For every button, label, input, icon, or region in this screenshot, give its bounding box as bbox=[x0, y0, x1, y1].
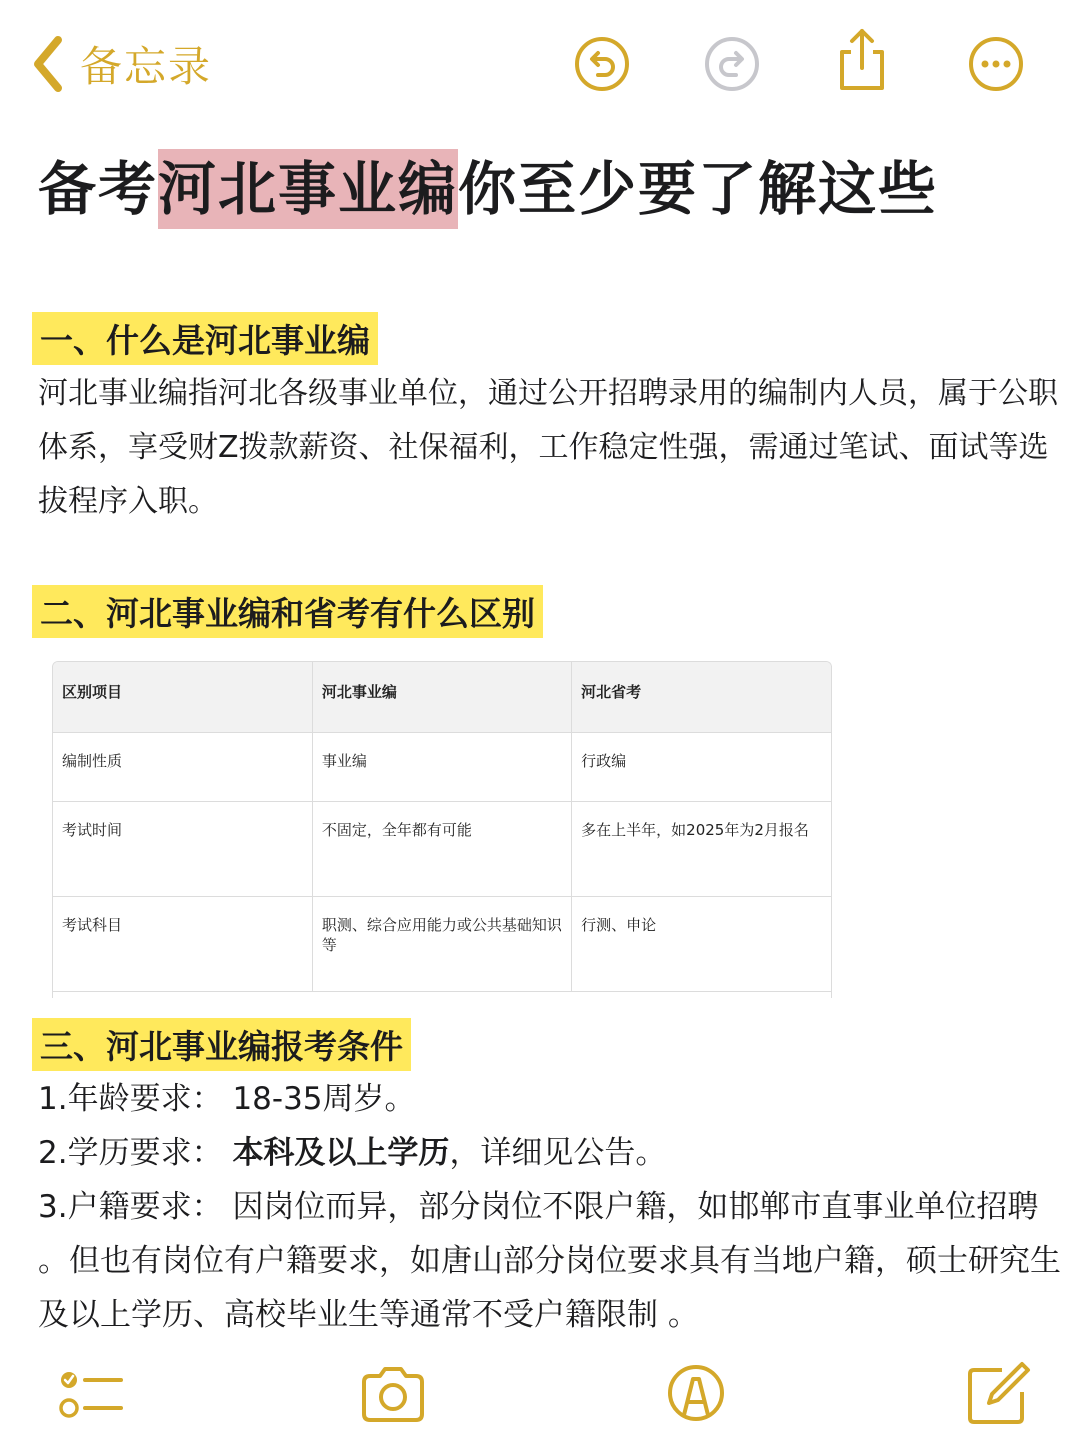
checklist-icon[interactable] bbox=[55, 1358, 125, 1428]
note-title[interactable] bbox=[38, 142, 938, 226]
table-cell: 多在上半年，如2025年为2月报名 bbox=[572, 802, 831, 897]
list-item bbox=[38, 1072, 1073, 1126]
item-text: 因岗位而异，部分岗位不限户籍，如邯郸市直事业单位招聘 。但也有岗位有户籍要求，如唐山部分岗位要求具有当地户籍，硕士研究生及以上学历、高校毕业生等通常不受户籍限制 。 bbox=[38, 1189, 1061, 1333]
table-cell: 事业编 bbox=[312, 733, 571, 802]
item-label: 3.户籍要求： bbox=[38, 1189, 223, 1225]
chevron-left-icon bbox=[28, 34, 68, 94]
camera-icon[interactable] bbox=[358, 1358, 428, 1428]
table-cell: 编制性质 bbox=[53, 733, 312, 802]
table-cell: 行政编 bbox=[572, 733, 831, 802]
conditions-list bbox=[38, 1072, 1073, 1342]
title-prefix: 备考 bbox=[38, 155, 159, 223]
title-suffix: 你至少要了解这些 bbox=[458, 155, 939, 223]
table-header-cell: 区别项目 bbox=[53, 662, 312, 733]
item-label: 1.年龄要求： bbox=[38, 1081, 223, 1117]
table-row bbox=[53, 733, 831, 802]
top-navigation-bar bbox=[0, 0, 1080, 130]
section-heading-3: 三、河北事业编报考条件 bbox=[32, 1018, 411, 1071]
list-item bbox=[38, 1126, 1073, 1180]
table-cell: 行测、申论 bbox=[572, 897, 831, 992]
markup-icon[interactable] bbox=[661, 1358, 731, 1428]
more-icon[interactable] bbox=[966, 34, 1026, 94]
table-header-cell: 河北事业编 bbox=[312, 662, 571, 733]
table-row bbox=[53, 897, 831, 992]
section-1-body: 河北事业编指河北各级事业单位，通过公开招聘录用的编制内人员，属于公职体系，享受财Z拨款薪资、社保福利，工作稳定性强，需通过笔试、面试等选拔程序入职。 bbox=[38, 376, 1058, 519]
section-heading-1: 一、什么是河北事业编 bbox=[32, 312, 378, 365]
table-cell: 考试科目 bbox=[53, 897, 312, 992]
table-header-cell: 河北省考 bbox=[572, 662, 831, 733]
table-row bbox=[53, 802, 831, 897]
table-header-row bbox=[53, 662, 831, 733]
item-text: ，详细见公告。 bbox=[449, 1135, 667, 1171]
bottom-toolbar bbox=[0, 1350, 1080, 1440]
share-icon[interactable] bbox=[832, 26, 892, 94]
table-cell: 考试时间 bbox=[53, 802, 312, 897]
table-cell: 不固定，全年都有可能 bbox=[312, 802, 571, 897]
table-cell: 职测、综合应用能力或公共基础知识等 bbox=[312, 897, 571, 992]
undo-icon[interactable] bbox=[572, 34, 632, 94]
compose-icon[interactable] bbox=[962, 1358, 1032, 1428]
item-label: 2.学历要求： bbox=[38, 1135, 223, 1171]
section-heading-2: 二、河北事业编和省考有什么区别 bbox=[32, 585, 543, 638]
back-label: 备忘录 bbox=[80, 42, 213, 91]
back-button[interactable] bbox=[28, 32, 212, 96]
list-item bbox=[38, 1180, 1073, 1342]
title-highlight: 河北事业编 bbox=[158, 149, 458, 229]
redo-icon[interactable] bbox=[702, 34, 762, 94]
comparison-table bbox=[52, 661, 832, 998]
item-bold-text: 本科及以上学历 bbox=[232, 1135, 450, 1171]
item-text: 18-35周岁。 bbox=[232, 1081, 416, 1117]
